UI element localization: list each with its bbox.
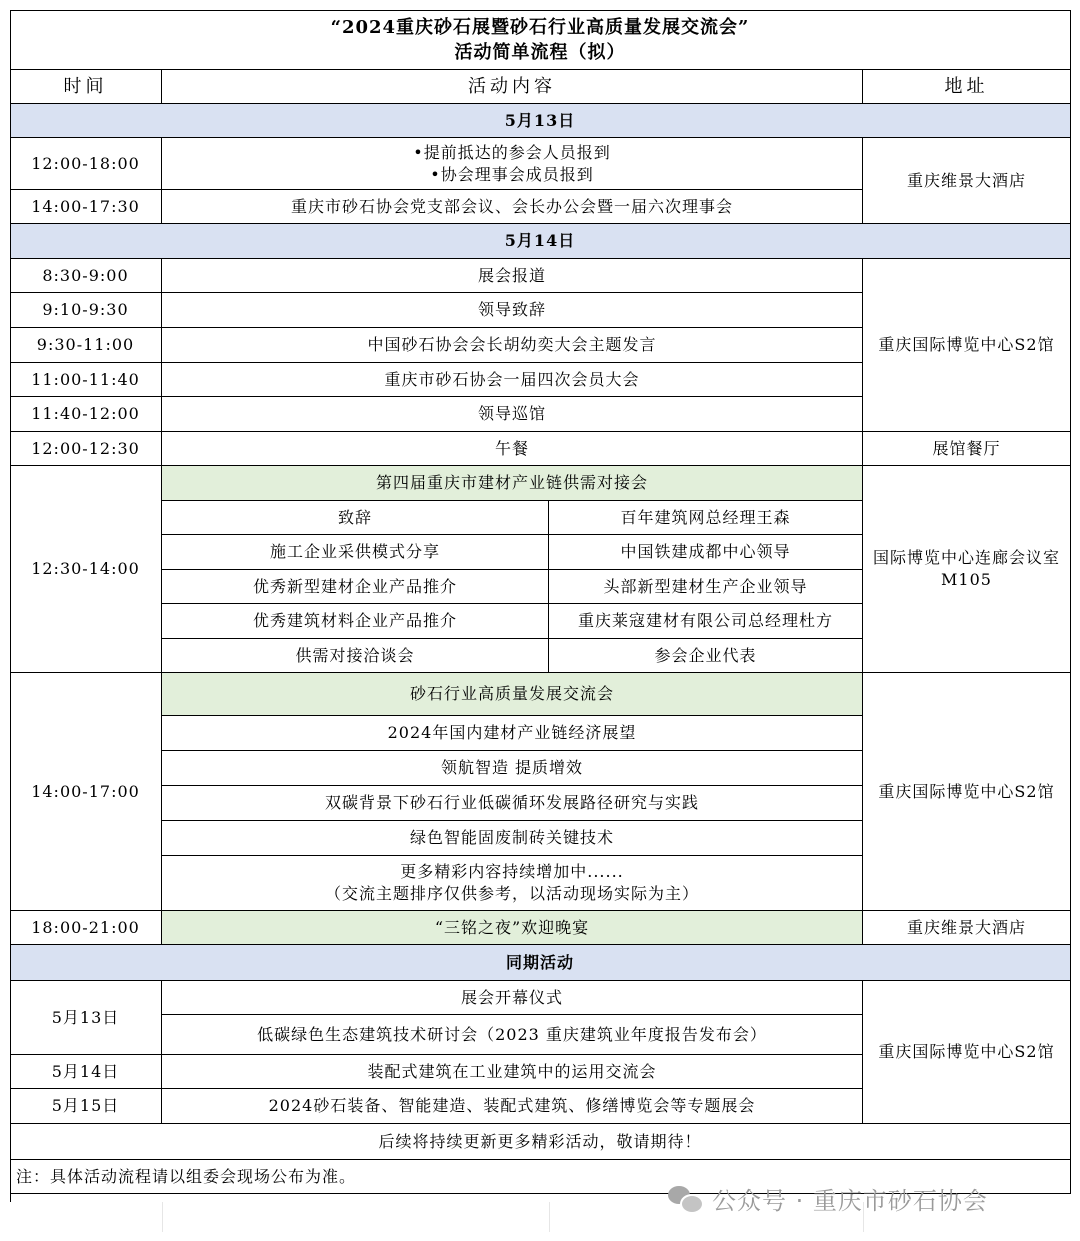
forum-topic: 致辞 xyxy=(162,501,549,535)
forum-topic: 施工企业采供模式分享 xyxy=(162,535,549,570)
forum-title: 砂石行业高质量发展交流会 xyxy=(162,673,863,716)
location-cell: 重庆维景大酒店 xyxy=(863,138,1071,224)
date-cell: 5月14日 xyxy=(10,1055,162,1089)
content-cell: 午餐 xyxy=(162,432,863,466)
header-content: 活动内容 xyxy=(162,70,863,104)
time-cell: 8:30-9:00 xyxy=(10,259,162,293)
date-band-may-14: 5月14日 xyxy=(10,224,1071,259)
forum-speaker: 中国铁建成都中心领导 xyxy=(549,535,863,570)
date-cell: 5月15日 xyxy=(10,1089,162,1124)
content-cell: 展会开幕仪式 xyxy=(162,981,863,1015)
note-row: 注：具体活动流程请以组委会现场公布为准。 xyxy=(10,1160,1071,1194)
title-line-1: “2024重庆砂石展暨砂石行业高质量发展交流会” xyxy=(330,16,750,38)
location-cell: 重庆国际博览中心S2馆 xyxy=(863,259,1071,432)
registration-line-1: •提前抵达的参会人员报到 xyxy=(413,142,611,162)
forum-topic: 绿色智能固废制砖关键技术 xyxy=(162,821,863,856)
forum-speaker: 头部新型建材生产企业领导 xyxy=(549,570,863,604)
time-cell: 9:30-11:00 xyxy=(10,328,162,363)
forum-title: 第四届重庆市建材产业链供需对接会 xyxy=(162,466,863,501)
time-cell: 14:00-17:00 xyxy=(10,673,162,911)
forum-speaker: 参会企业代表 xyxy=(549,639,863,673)
watermark xyxy=(668,1180,988,1216)
location-cell: 重庆维景大酒店 xyxy=(863,911,1071,945)
location-cell: 国际博览中心连廊会议室M105 xyxy=(863,466,1071,673)
content-cell: 装配式建筑在工业建筑中的运用交流会 xyxy=(162,1055,863,1089)
forum-topic: 2024年国内建材产业链经济展望 xyxy=(162,716,863,751)
title-line-2: 活动简单流程（拟） xyxy=(454,41,626,63)
forum-topic: 优秀建筑材料企业产品推介 xyxy=(162,604,549,639)
time-cell: 11:00-11:40 xyxy=(10,363,162,397)
content-cell: 低碳绿色生态建筑技术研讨会（2023 重庆建筑业年度报告发布会） xyxy=(162,1015,863,1055)
time-cell: 12:30-14:00 xyxy=(10,466,162,673)
location-cell: 重庆国际博览中心S2馆 xyxy=(863,673,1071,911)
location-cell: 展馆餐厅 xyxy=(863,432,1071,466)
forum-topic: 双碳背景下砂石行业低碳循环发展路径研究与实践 xyxy=(162,786,863,821)
more-content-cell xyxy=(162,856,863,911)
time-cell: 11:40-12:00 xyxy=(10,397,162,432)
registration-line-2: •协会理事会成员报到 xyxy=(430,164,594,184)
registration-cell xyxy=(162,138,863,190)
forum-speaker: 百年建筑网总经理王森 xyxy=(549,501,863,535)
more-content-line-2: （交流主题排序仅供参考，以活动现场实际为主） xyxy=(324,884,699,903)
content-cell: 领导致辞 xyxy=(162,293,863,328)
grid-line xyxy=(549,1202,550,1232)
time-cell: 9:10-9:30 xyxy=(10,293,162,328)
content-cell: 展会报道 xyxy=(162,259,863,293)
time-cell: 18:00-21:00 xyxy=(10,911,162,945)
header-time: 时间 xyxy=(10,70,162,104)
time-cell: 14:00-17:30 xyxy=(10,190,162,224)
dinner-cell: “三铭之夜”欢迎晚宴 xyxy=(162,911,863,945)
content-cell: 领导巡馆 xyxy=(162,397,863,432)
more-content-line-1: 更多精彩内容持续增加中...... xyxy=(400,862,624,881)
content-cell: 2024砂石装备、智能建造、装配式建筑、修缮博览会等专题展会 xyxy=(162,1089,863,1124)
forum-speaker: 重庆莱寇建材有限公司总经理杜方 xyxy=(549,604,863,639)
watermark-text: 公众号 · 重庆市砂石协会 xyxy=(712,1186,988,1215)
location-cell: 重庆国际博览中心S2馆 xyxy=(863,981,1071,1124)
schedule-title xyxy=(10,10,1071,70)
forum-topic: 领航智造 提质增效 xyxy=(162,751,863,786)
content-cell: 中国砂石协会会长胡幼奕大会主题发言 xyxy=(162,328,863,363)
date-band-may-13: 5月13日 xyxy=(10,104,1071,138)
grid-line xyxy=(162,1202,163,1232)
time-cell: 12:00-12:30 xyxy=(10,432,162,466)
forum-topic: 优秀新型建材企业产品推介 xyxy=(162,570,549,604)
concurrent-band: 同期活动 xyxy=(10,945,1071,981)
date-cell: 5月13日 xyxy=(10,981,162,1055)
coming-soon-row: 后续将持续更新更多精彩活动，敬请期待！ xyxy=(10,1124,1071,1160)
content-cell: 重庆市砂石协会一届四次会员大会 xyxy=(162,363,863,397)
header-location: 地址 xyxy=(863,70,1071,104)
content-cell: 重庆市砂石协会党支部会议、会长办公会暨一届六次理事会 xyxy=(162,190,863,224)
forum-topic: 供需对接洽谈会 xyxy=(162,639,549,673)
wechat-icon xyxy=(668,1184,702,1212)
time-cell: 12:00-18:00 xyxy=(10,138,162,190)
